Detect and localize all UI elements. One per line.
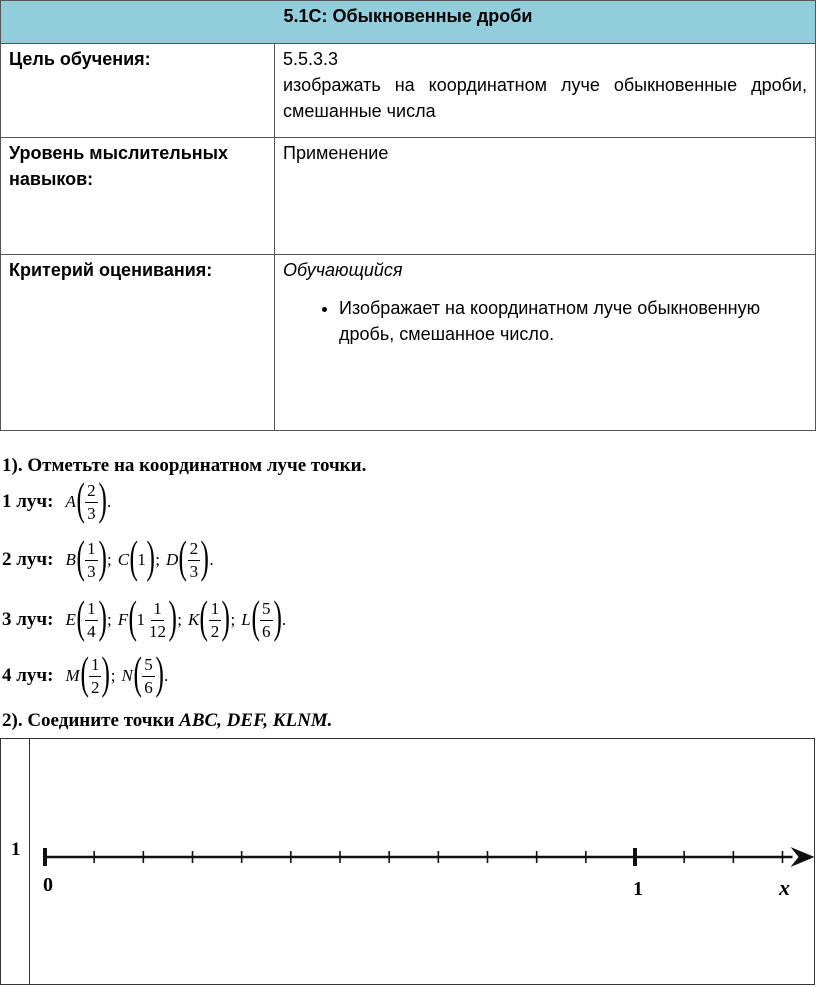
denominator: 12 — [148, 621, 166, 641]
criteria-subject: Обучающийся — [283, 260, 403, 280]
separator: . — [164, 666, 169, 685]
fraction — [142, 654, 155, 699]
left-paren: ( — [199, 591, 209, 642]
objectives-table — [0, 0, 816, 431]
left-paren: ( — [76, 531, 85, 582]
ray-line-3 — [2, 590, 292, 650]
row-number: 1 — [11, 839, 21, 860]
point-name: E — [65, 610, 76, 629]
numerator: 1 — [151, 598, 164, 621]
separator: ; — [107, 550, 112, 569]
criteria-item: • Изображает на координатном луче обыкновенную дробь, смешанное число. — [339, 295, 807, 347]
numerator: 5 — [142, 654, 155, 677]
ray-line-1 — [2, 472, 117, 532]
point-name: A — [65, 492, 76, 511]
level-label: Уровень мыслительных навыков: — [1, 138, 275, 255]
denominator: 6 — [262, 621, 271, 641]
right-paren: ) — [155, 647, 164, 698]
fraction — [85, 480, 98, 525]
right-paren: ) — [101, 647, 111, 698]
left-paren: ( — [129, 531, 138, 582]
left-paren: ( — [178, 531, 188, 582]
ray-label: 3 луч: — [2, 609, 54, 630]
right-paren: ) — [221, 591, 231, 642]
ray-line-4 — [2, 646, 174, 706]
point-name: N — [121, 666, 133, 685]
numerator: 1 — [85, 598, 98, 621]
separator: . — [209, 550, 214, 569]
numerator: 2 — [188, 538, 201, 561]
point-name: D — [165, 550, 179, 569]
separator: ; — [110, 666, 116, 685]
point-name: L — [241, 610, 251, 629]
table-title: 5.1С: Обыкновенные дроби — [1, 1, 816, 44]
left-paren: ( — [76, 473, 85, 524]
right-paren: ) — [98, 591, 107, 642]
numerator: 5 — [260, 598, 273, 621]
left-paren: ( — [76, 591, 85, 642]
fraction — [89, 654, 102, 699]
numerator: 1 — [209, 598, 222, 621]
separator: ; — [155, 550, 160, 569]
point-name: K — [188, 610, 200, 629]
criteria-label: Критерий оценивания: — [1, 255, 275, 431]
separator: ; — [177, 610, 183, 629]
denominator: 6 — [144, 677, 153, 697]
right-paren: ) — [98, 473, 107, 524]
denominator: 2 — [210, 621, 220, 641]
level-value: Применение — [275, 138, 816, 255]
denominator: 3 — [87, 503, 96, 523]
denominator: 4 — [87, 621, 96, 641]
right-paren: ) — [200, 531, 209, 582]
whole-part: 1 — [137, 550, 146, 569]
left-paren: ( — [251, 591, 260, 642]
separator: ; — [230, 610, 236, 629]
fraction — [85, 598, 98, 643]
point-name: C — [117, 550, 130, 569]
numerator: 1 — [89, 654, 102, 677]
right-paren: ) — [272, 591, 282, 642]
separator: . — [281, 610, 287, 629]
denominator: 3 — [189, 561, 199, 581]
fraction — [209, 598, 222, 643]
fraction — [188, 538, 201, 583]
task2-prefix: 2). Соедините точки — [2, 710, 175, 731]
point-name: F — [117, 610, 129, 629]
whole-part: 1 — [136, 610, 145, 629]
criteria-cell — [275, 255, 816, 431]
left-paren: ( — [80, 647, 89, 698]
separator: . — [107, 492, 112, 511]
separator: ; — [107, 610, 112, 629]
denominator: 3 — [87, 561, 96, 581]
number-line — [1, 739, 816, 986]
criteria-list — [283, 295, 807, 347]
fraction — [85, 538, 98, 583]
left-paren: ( — [128, 591, 138, 642]
right-paren: ) — [146, 531, 155, 582]
right-paren: ) — [98, 531, 107, 582]
denominator: 2 — [90, 677, 100, 697]
label-zero: 0 — [43, 874, 53, 896]
number-line-box — [0, 738, 815, 985]
goal-text: изображать на координатном луче обыкновенные дроби, смешанные числа — [283, 75, 807, 121]
numerator: 1 — [85, 538, 98, 561]
goal-cell — [275, 44, 816, 138]
right-paren: ) — [168, 591, 177, 642]
ray-label: 1 луч: — [2, 491, 54, 512]
task2-heading — [2, 710, 332, 732]
goal-label: Цель обучения: — [1, 44, 275, 138]
numerator: 2 — [85, 480, 98, 503]
ray-label: 2 луч: — [2, 549, 54, 570]
task1-heading: 1). Отметьте на координатном луче точки. — [2, 455, 367, 476]
point-name: B — [65, 550, 76, 569]
task2-points: ABC, DEF, KLNM. — [179, 710, 333, 731]
fraction — [260, 598, 273, 643]
goal-code: 5.5.3.3 — [283, 49, 339, 69]
label-one: 1 — [633, 878, 643, 900]
ray-line-2 — [2, 530, 220, 590]
axis-arrow — [791, 847, 815, 867]
ray-label: 4 луч: — [2, 665, 54, 686]
left-paren: ( — [133, 647, 142, 698]
axis-name: x — [779, 875, 790, 900]
point-name: M — [65, 666, 80, 685]
fraction — [147, 598, 168, 643]
